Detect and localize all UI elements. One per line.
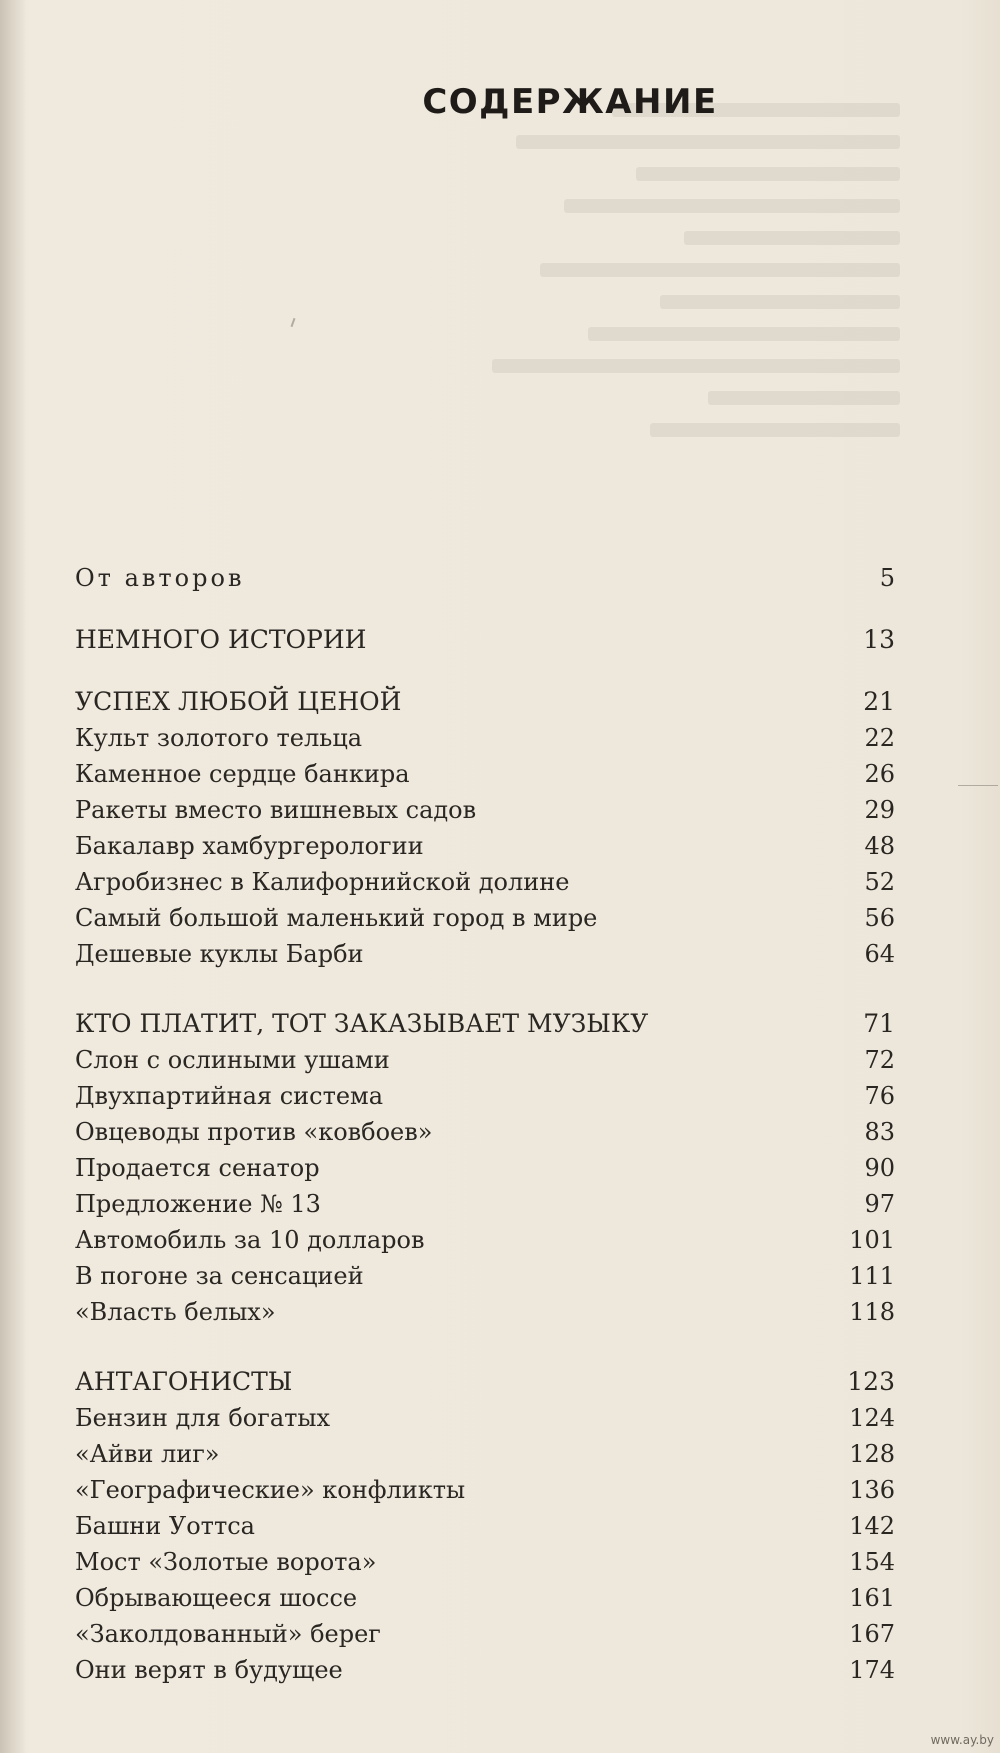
paper-speck <box>291 318 296 327</box>
toc-section-heading <box>75 1364 895 1400</box>
toc-entry <box>75 900 895 936</box>
table-of-contents <box>75 560 895 1688</box>
toc-entry-title: Агробизнес в Калифорнийской долине <box>75 868 570 896</box>
toc-entry <box>75 864 895 900</box>
toc-entry <box>75 1294 895 1330</box>
toc-entry-page: 48 <box>864 832 895 860</box>
toc-entry <box>75 720 895 756</box>
toc-entry-title: НЕМНОГО ИСТОРИИ <box>75 625 367 654</box>
toc-entry <box>75 560 895 596</box>
toc-entry-page: 142 <box>849 1512 895 1540</box>
toc-entry <box>75 936 895 972</box>
toc-entry <box>75 792 895 828</box>
toc-entry <box>75 1258 895 1294</box>
toc-entry <box>75 756 895 792</box>
toc-entry-title: Они верят в будущее <box>75 1656 343 1684</box>
toc-entry-page: 111 <box>849 1262 895 1290</box>
toc-entry-title: Слон с ослиными ушами <box>75 1046 390 1074</box>
paper-speck <box>958 785 998 786</box>
toc-entry-page: 64 <box>864 940 895 968</box>
toc-entry <box>75 1652 895 1688</box>
toc-entry-page: 83 <box>864 1118 895 1146</box>
toc-entry-title: Обрывающееся шоссе <box>75 1584 358 1612</box>
toc-entry <box>75 828 895 864</box>
toc-entry-title: Предложение № 13 <box>75 1190 321 1218</box>
toc-entry-title: От авторов <box>75 564 245 592</box>
toc-entry-title: УСПЕХ ЛЮБОЙ ЦЕНОЙ <box>75 687 402 716</box>
toc-entry-page: 101 <box>849 1226 895 1254</box>
toc-entry <box>75 1222 895 1258</box>
toc-entry-page: 136 <box>849 1476 895 1504</box>
toc-entry <box>75 1508 895 1544</box>
toc-entry-title: Двухпартийная система <box>75 1082 384 1110</box>
toc-entry <box>75 1078 895 1114</box>
toc-entry-page: 22 <box>864 724 895 752</box>
toc-section-heading <box>75 1006 895 1042</box>
toc-entry-title: Башни Уоттса <box>75 1512 255 1540</box>
toc-entry-page: 97 <box>864 1190 895 1218</box>
toc-entry-title: «Заколдованный» берег <box>75 1620 381 1648</box>
page-title: СОДЕРЖАНИЕ <box>422 82 718 122</box>
toc-entry <box>75 1042 895 1078</box>
toc-entry-title: АНТАГОНИСТЫ <box>75 1367 293 1396</box>
toc-entry-page: 154 <box>849 1548 895 1576</box>
toc-entry <box>75 1616 895 1652</box>
toc-entry <box>75 1436 895 1472</box>
toc-entry-page: 161 <box>849 1584 895 1612</box>
toc-entry-title: Ракеты вместо вишневых садов <box>75 796 477 824</box>
toc-entry-page: 72 <box>864 1046 895 1074</box>
toc-entry-title: КТО ПЛАТИТ, ТОТ ЗАКАЗЫВАЕТ МУЗЫКУ <box>75 1009 649 1038</box>
toc-section-heading <box>75 622 895 658</box>
toc-entry-title: Каменное сердце банкира <box>75 760 410 788</box>
toc-entry-page: 123 <box>847 1367 895 1396</box>
toc-entry-page: 26 <box>864 760 895 788</box>
toc-entry-page: 167 <box>849 1620 895 1648</box>
toc-entry-title: Бензин для богатых <box>75 1404 331 1432</box>
toc-entry-page: 76 <box>864 1082 895 1110</box>
toc-entry <box>75 1114 895 1150</box>
toc-entry-page: 71 <box>863 1009 895 1038</box>
toc-entry-title: Самый большой маленький город в мире <box>75 904 598 932</box>
toc-entry-page: 21 <box>863 687 895 716</box>
toc-entry-page: 5 <box>879 564 895 592</box>
toc-entry-title: «Айви лиг» <box>75 1440 220 1468</box>
toc-entry-title: Автомобиль за 10 долларов <box>75 1226 425 1254</box>
toc-entry-title: «Географические» конфликты <box>75 1476 466 1504</box>
toc-entry-title: Овцеводы против «ковбоев» <box>75 1118 433 1146</box>
toc-entry-page: 128 <box>849 1440 895 1468</box>
toc-entry <box>75 1544 895 1580</box>
toc-entry-title: «Власть белых» <box>75 1298 276 1326</box>
toc-entry <box>75 1580 895 1616</box>
toc-entry <box>75 1186 895 1222</box>
toc-entry-title: Мост «Золотые ворота» <box>75 1548 377 1576</box>
toc-entry-page: 174 <box>849 1656 895 1684</box>
watermark: www.ay.by <box>930 1733 994 1747</box>
toc-entry-page: 90 <box>864 1154 895 1182</box>
toc-entry <box>75 1150 895 1186</box>
toc-entry-page: 56 <box>864 904 895 932</box>
toc-entry <box>75 1400 895 1436</box>
toc-entry-page: 13 <box>863 625 895 654</box>
toc-entry-page: 52 <box>864 868 895 896</box>
toc-entry-title: Дешевые куклы Барби <box>75 940 364 968</box>
toc-section-heading <box>75 684 895 720</box>
toc-entry-title: Продается сенатор <box>75 1154 320 1182</box>
toc-entry-page: 124 <box>849 1404 895 1432</box>
toc-entry-title: Бакалавр хамбургерологии <box>75 832 424 860</box>
toc-entry-page: 29 <box>864 796 895 824</box>
bleed-through-text <box>420 85 900 525</box>
toc-entry-title: Культ золотого тельца <box>75 724 363 752</box>
toc-entry <box>75 1472 895 1508</box>
toc-entry-title: В погоне за сенсацией <box>75 1262 364 1290</box>
spine-shadow <box>0 0 26 1753</box>
toc-entry-page: 118 <box>849 1298 895 1326</box>
